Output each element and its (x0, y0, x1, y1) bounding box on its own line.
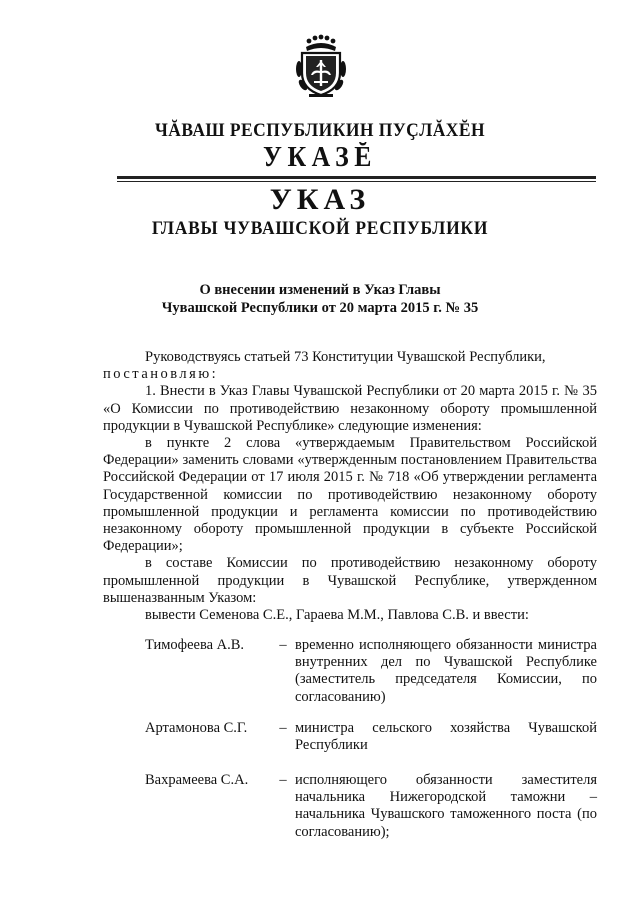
russian-header-line1: УКАЗ (269, 183, 371, 216)
member-dash: – (279, 720, 287, 736)
body-paragraph: вывести Семенова С.Е., Гараева М.М., Павлова С.В. и ввести: (145, 607, 529, 624)
member-name: Артамонова С.Г. (145, 720, 248, 736)
header-divider-thick (117, 176, 596, 179)
body-paragraph: в составе Комиссии по противодействию незаконному обороту промышленной продукции в Чувашской Республике, утвержденном вышеназванным Указом: (103, 555, 597, 606)
header-divider-thin (117, 181, 596, 182)
decree-body (103, 349, 597, 624)
body-paragraph: 1. Внести в Указ Главы Чувашской Республики от 20 марта 2015 г. № 35 «О Комиссии по противодействию незаконному обороту промышленной продукции в Чувашской Республике» следующие изменения: (103, 383, 597, 434)
member-name: Вахрамеева С.А. (145, 772, 249, 788)
chuvash-header-line1: ЧĂВАШ РЕСПУБЛИКИН ПУҪЛĂХĔН (154, 120, 486, 141)
member-name: Тимофеева А.В. (145, 637, 245, 653)
body-paragraph: постановляю: (103, 366, 219, 383)
russian-header-line2: ГЛАВЫ ЧУВАШСКОЙ РЕСПУБЛИКИ (151, 218, 489, 239)
member-role: временно исполняющего обязанности министра внутренних дел по Чувашской Республике (заместитель председателя Комиссии, по согласованию) (295, 637, 597, 705)
member-dash: – (279, 637, 287, 653)
member-dash: – (279, 772, 287, 788)
document-title-line2: Чувашской Республики от 20 марта 2015 г. № 35 (161, 300, 479, 316)
member-role: исполняющего обязанности заместителя начальника Нижегородской таможни – начальника Чувашского таможенного поста (по согласованию); (295, 772, 597, 840)
coat-of-arms-icon (295, 33, 347, 99)
document-title-line1: О внесении изменений в Указ Главы (199, 282, 441, 298)
body-paragraph: Руководствуясь статьей 73 Конституции Чувашской Республики, (145, 349, 546, 365)
body-paragraph: в пункте 2 слова «утверждаемым Правительством Российской Федерации» заменить словами «утвержденным постановлением Правительства Российской Федерации от 17 июля 2015 г. № 718 «Об утверждении регламента Государственной комиссии по противодействию незаконному обороту промышленной продукции и регламента комиссии по противодействию незаконному обороту промышленной продукции в субъекте Российской Федерации»; (103, 435, 597, 555)
member-role: министра сельского хозяйства Чувашской Республики (295, 720, 597, 754)
chuvash-header-line2: УКАЗĔ (263, 142, 377, 173)
